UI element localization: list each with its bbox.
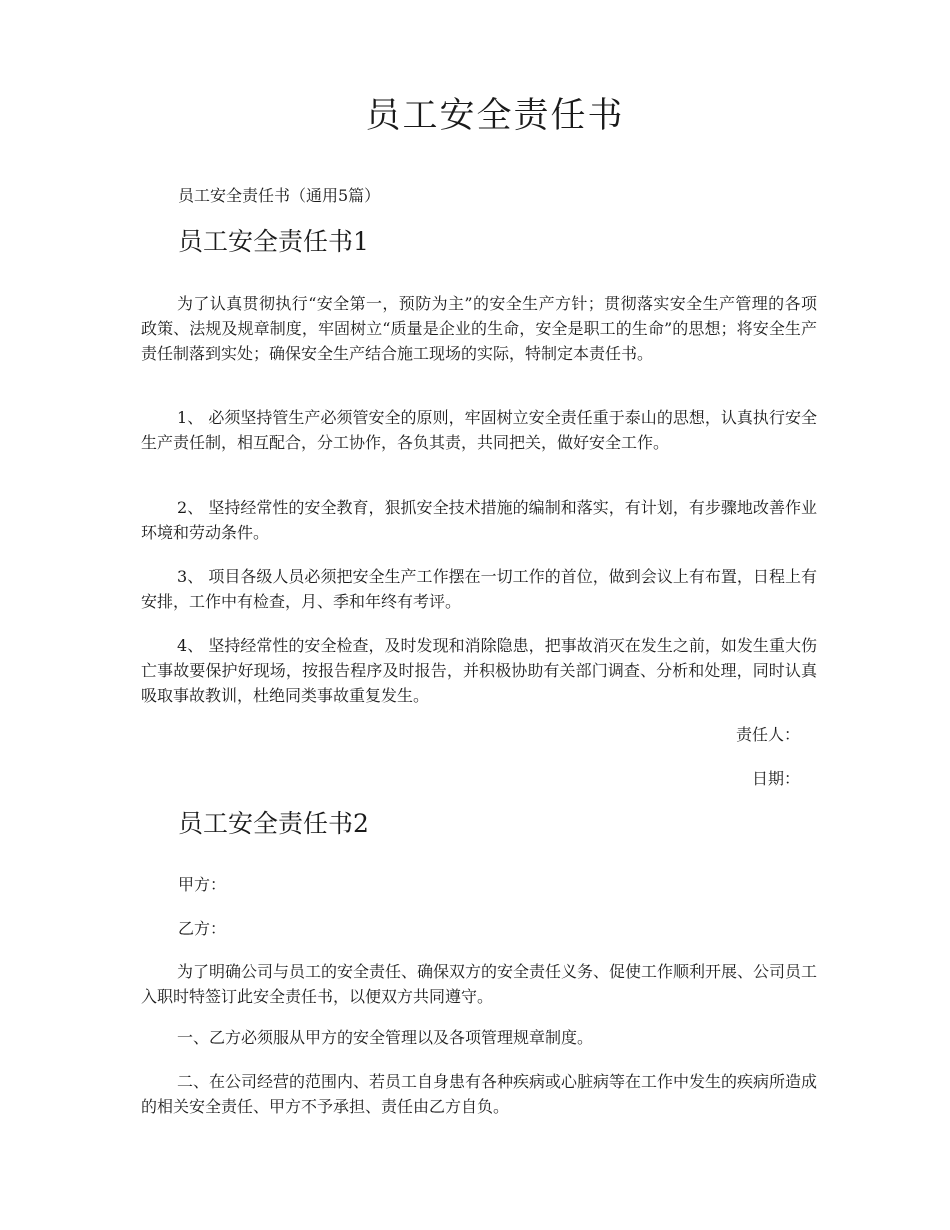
section-1-item-2: 2、 坚持经常性的安全教育，狠抓安全技术措施的编制和落实，有计划，有步骤地改善作业环境和劳动条件。 [141, 498, 817, 542]
document-title: 员工安全责任书 [365, 96, 625, 136]
party-b-label: 乙方： [178, 919, 227, 938]
document-subtitle: 员工安全责任书（通用5篇） [178, 186, 381, 205]
party-a-label: 甲方： [178, 875, 227, 894]
section-1-item-3: 3、 项目各级人员必须把安全生产工作摆在一切工作的首位，做到会议上有布置，日程上有安排，工作中有检查，月、季和年终有考评。 [141, 567, 817, 611]
section-2-clause-2: 二、在公司经营的范围内、若员工自身患有各种疾病或心脏病等在工作中发生的疾病所造成的相关安全责任、甲方不予承担、责任由乙方自负。 [141, 1072, 818, 1116]
section-1-item-4: 4、 坚持经常性的安全检查，及时发现和消除隐患，把事故消灭在发生之前，如发生重大伤亡事故要保护好现场，按报告程序及时报告，并积极协助有关部门调查、分析和处理，同时认真吸取事故教训，杜绝同类事故重复发生。 [141, 636, 817, 705]
section-1-item-1: 1、 必须坚持管生产必须管安全的原则，牢固树立安全责任重于泰山的思想，认真执行安全生产责任制，相互配合，分工协作，各负其责，共同把关，做好安全工作。 [141, 408, 817, 452]
section-2-clause-1: 一、乙方必须服从甲方的安全管理以及各项管理规章制度。 [177, 1028, 594, 1047]
responsible-person-label: 责任人： [735, 725, 800, 744]
section-1-intro: 为了认真贯彻执行“安全第一，预防为主”的安全生产方针；贯彻落实安全生产管理的各项政策、法规及规章制度，牢固树立“质量是企业的生命，安全是职工的生命”的思想；将安全生产责任制落到实处；确保安全生产结合施工现场的实际，特制定本责任书。 [141, 294, 817, 363]
section-2-intro: 为了明确公司与员工的安全责任、确保双方的安全责任义务、促使工作顺利开展、公司员工入职时特签订此安全责任书，以便双方共同遵守。 [141, 962, 818, 1006]
section-2-heading: 员工安全责任书2 [178, 809, 369, 838]
section-1-heading: 员工安全责任书1 [178, 227, 369, 256]
date-label: 日期： [751, 769, 800, 788]
